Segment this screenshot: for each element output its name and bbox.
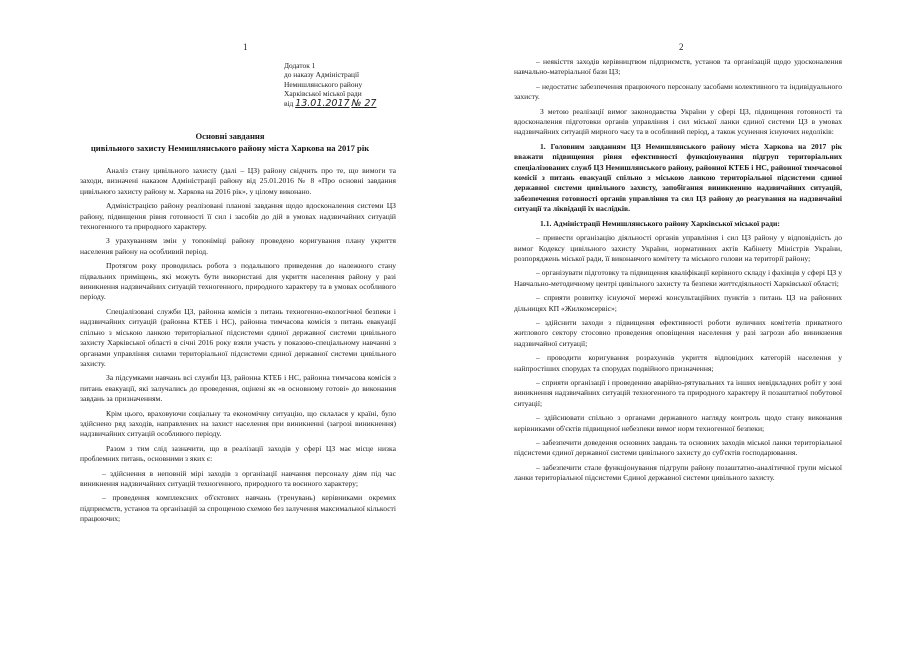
list-item: – забезпечити стале функціонування підгрупи району позаштатно-аналітичної групи міської ланки територіальної підсистеми Єдиної державної системи цивільного захисту. [514,462,842,483]
paragraph: Адміністрацією району реалізовані планові завдання щодо вдосконалення системи ЦЗ району, підвищення рівня готовності її сил і засобів до дій в умовах надзвичайних ситуацій техногенного та природного характеру. [80,201,396,232]
paragraph: З урахуванням змін у топоніміці району проведено коригування плану укриття населення району на особливий період. [80,236,396,256]
paragraph: Спеціалізовані служби ЦЗ, районна комісія з питань техногенно-екологічної безпеки і надзвичайних ситуацій (районна КТЕБ і НС), районна тимчасова комісія з питань евакуації спільно з міською ланкою територіальної підсистеми єдиної державної системи цивільного захисту Харківської області в січні 2016 року взяли участь у показово-спеціальному навчанні з органами управління силами територіальної підсистеми єдиної державної системи цивільного захисту. [80,306,396,368]
list-item: – сприяти розвитку існуючої мережі консультаційних пунктів з питань ЦЗ на районних дільницях КП «Жилкомсервіс»; [514,293,842,313]
document-page-2 [451,0,902,649]
page-1-body [80,166,396,529]
annex-date-prefix: від [284,98,294,108]
annex-line: Додаток 1 [284,61,316,70]
list-item: – здійснення в неповній мірі заходів з організації навчання персоналу діям під час виникнення надзвичайних ситуацій техногенного, природного та воєнного характеру; [80,468,396,488]
page-2-body [514,57,842,488]
list-item: – неякісття заходів керівництвом підприємств, установ та організацій щодо удосконалення навчально-матеріальної бази ЦЗ; [514,57,842,77]
list-item: – здійснювати спільно з органами державного нагляду контроль щодо стану виконання керівниками об'єктів підвищеної небезпеки вимог норм техногенної безпеки; [514,413,842,433]
annex-line: Харківської міської ради [284,89,362,99]
handwritten-number: № 27 [351,97,377,109]
list-item: – проведення комплексних об'єктових навчань (тренувань) керівниками окремих підприємств, установ та організацій за спрощеною схемою без залучення максимальної кількості працюючих; [80,493,396,524]
page-number: 1 [243,42,248,52]
paragraph: Аналіз стану цивільного захисту (далі – ЦЗ) району свідчить про те, що вимоги та заходи, визначені наказом Адміністрації району від 25.01.2016 № 8 «Про основні завдання цивільного захисту району м. Харкова на 2016 рік», у цілому виконано. [80,166,396,196]
document-title [60,130,400,154]
paragraph: Разом з тим слід зазначити, що в реалізації заходів у сфері ЦЗ має місце низка проблемних питань, основними з яких є: [80,443,396,464]
main-task-paragraph: 1. Головним завданням ЦЗ Немишлянського району міста Харкова на 2017 рік вважати підвищення рівня ефективності функціонування підгруп територіальних спеціалізованих служб ЦЗ Немишлянського району, районної КТЕБ і НС, районної тимчасової комісії з питань евакуації спільно з міською ланкою територіальної підсистеми єдиної державної системи цивільного захисту, запобігання виникненню надзвичайних ситуацій, забезпечення готовності органів управління та сил ЦЗ району до реагування на надзвичайні ситуації та ліквідації їх наслідків. [514,141,842,214]
list-item: – здійснити заходи з підвищення ефективності роботи вуличних комітетів приватного житлового сектору стосовно проведення оповіщення населення у разі загрози або виникнення надзвичайної ситуації; [514,317,842,348]
list-item: – привести організацію діяльності органів управління і сил ЦЗ району у відповідність до вимог Кодексу цивільного захисту України, нормативних актів Кабінету Міністрів України, розпоряджень міської ради, її виконавчого комітету та міського голови на території району; [514,233,842,263]
annex-line: до наказу Адміністрації [284,70,360,80]
list-item: – недостатнє забезпечення працюючого персоналу засобами колективного та індивідуального захисту. [514,81,842,102]
list-item: – сприяти організації і проведенню аварійно-рятувальних та інших невідкладних робіт у зоні виникнення надзвичайних ситуацій техногенного та природного характеру й позаштатної побутової ситуації; [514,377,842,408]
annex-date-line [284,99,444,108]
annex-line: Немишлянського району [284,79,363,89]
page-number: 2 [679,42,684,52]
paragraph: Крім цього, враховуючи соціальну та економічну ситуацію, що склалася у країні, було здійснено ряд заходів, направлених на захист населення при виникненні (загрозі виникнення) надзвичайних ситуацій особливого періоду. [80,408,396,439]
subheading: 1.1. Адміністрації Немишлянського району Харківської міської ради: [540,218,780,228]
annex-header [284,61,444,108]
list-item: – проводити коригування розрахунків укриття відповідних категорій населення у найпростіших спорудах та спорудах подвійного призначення; [514,353,842,373]
handwritten-date: 13.01.2017 [295,97,350,109]
list-item: – забезпечити доведення основних завдань та основних заходів міської ланки територіальної підсистеми єдиної державної системи цивільного захисту до суб'єктів господарювання. [514,438,842,458]
paragraph: За підсумками навчань всі служби ЦЗ, районна КТЕБ і НС, районна тимчасова комісія з питань евакуації, які залучались до проведення, оцінені як «в основному готові» до виконання завдань за призначенням. [80,373,396,404]
title-line: Основні завдання [195,131,265,141]
paragraph: Протягом року проводилась робота з подальшого приведення до належного стану підвальних приміщень, які можуть бути використані для укриття населення району у разі виникнення надзвичайних ситуацій техногенного, природного характеру та в умовах особливого періоду. [80,261,396,302]
list-item: – організувати підготовку та підвищення кваліфікації керівного складу і фахівців у сфері ЦЗ у Навчально-методичному центрі цивільного захисту та безпеки життєдіяльності Харківської області; [514,268,842,288]
paragraph: З метою реалізації вимог законодавства України у сфері ЦЗ, підвищення готовності та вдосконалення підготовки органів управління і сил міської ланки єдиної системи ЦЗ в умовах надзвичайних ситуацій мирного часу та в особливий період, а також усунення існуючих недоліків: [514,106,842,137]
title-line: цивільного захисту Немишлянського району міста Харкова на 2017 рік [90,143,370,153]
